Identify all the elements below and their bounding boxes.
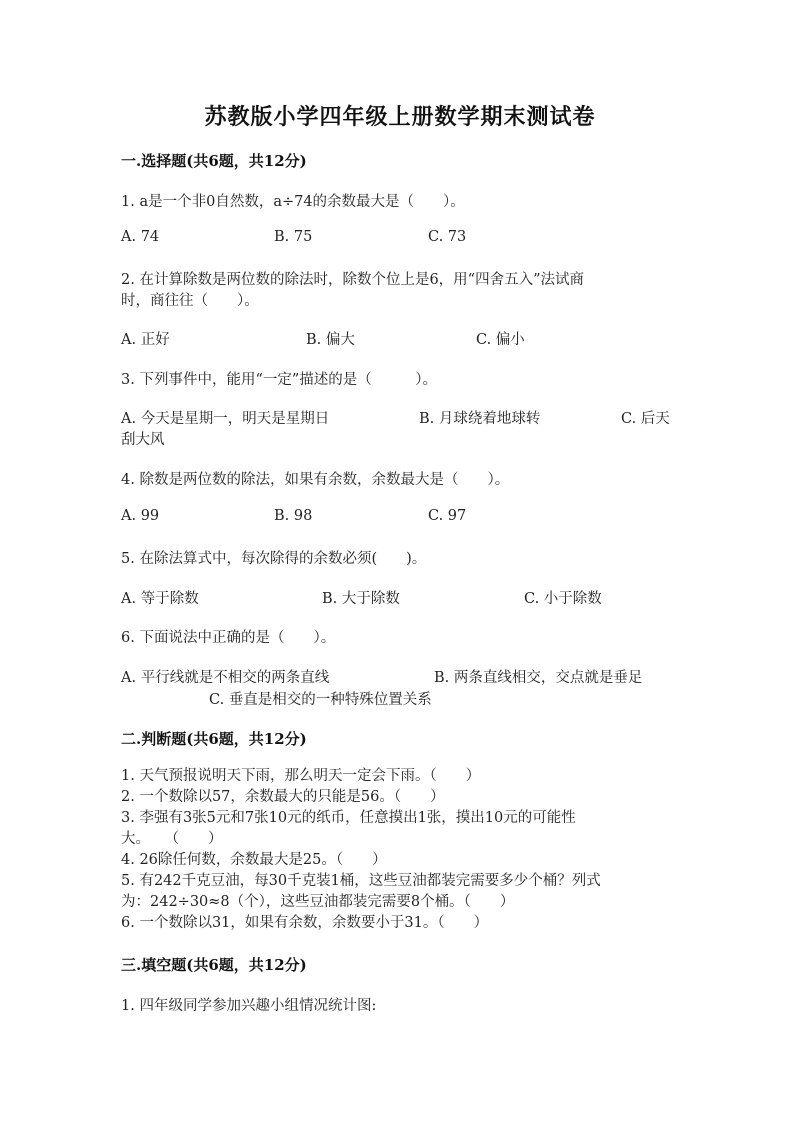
option-1-1-c: C. 73 (428, 229, 467, 245)
fill-question-1: 1. 四年级同学参加兴趣小组情况统计图: (121, 998, 377, 1014)
option-1-4-a: A. 99 (121, 508, 160, 524)
question-1-1: 1. a是一个非0自然数，a÷74的余数最大是（ ）。 (121, 194, 465, 210)
option-1-3-b: B. 月球绕着地球转 (419, 411, 541, 427)
question-1-4: 4. 除数是两位数的除法，如果有余数，余数最大是（ ）。 (121, 472, 510, 488)
option-1-4-c: C. 97 (428, 508, 467, 524)
judge-item-6: 6. 一个数除以31，如果有余数，余数要小于31。（ ） (121, 915, 489, 931)
page-title: 苏教版小学四年级上册数学期末测试卷 (204, 104, 596, 130)
judge-item-2: 2. 一个数除以57，余数最大的只能是56。（ ） (121, 789, 445, 805)
option-1-6-b: B. 两条直线相交，交点就是垂足 (434, 670, 643, 686)
question-1-5: 5. 在除法算式中，每次除得的余数必须( )。 (121, 551, 427, 567)
option-1-5-b: B. 大于除数 (322, 591, 400, 607)
section-2-heading: 二.判断题(共6题，共12分) (121, 730, 307, 748)
option-1-4-b: B. 98 (274, 508, 313, 524)
judge-item-3: 3. 李强有3张5元和7张10元的纸币，任意摸出1张，摸出10元的可能性 (121, 810, 576, 826)
option-1-3-c-cont: 刮大风 (121, 432, 165, 448)
question-1-2-line1: 2. 在计算除数是两位数的除法时，除数个位上是6，用“四舍五入”法试商 (121, 272, 584, 288)
judge-item-3-cont: 大。 （ ） (121, 831, 223, 847)
judge-item-1: 1. 天气预报说明天下雨，那么明天一定会下雨。（ ） (121, 768, 481, 784)
option-1-1-a: A. 74 (121, 229, 160, 245)
question-1-6: 6. 下面说法中正确的是（ ）。 (121, 630, 336, 646)
option-1-2-a: A. 正好 (121, 332, 170, 348)
judge-item-5: 5. 有242千克豆油，每30千克装1桶，这些豆油都装完需要多少个桶？列式 (121, 873, 601, 889)
section-1-heading: 一.选择题(共6题，共12分) (121, 152, 307, 170)
option-1-3-c: C. 后天 (621, 411, 670, 427)
question-1-3: 3. 下列事件中，能用“一定”描述的是（ ）。 (121, 372, 438, 388)
judge-item-5-cont: 为：242÷30≈8（个），这些豆油都装完需要8个桶。（ ） (121, 894, 515, 910)
option-1-6-a: A. 平行线就是不相交的两条直线 (121, 670, 330, 686)
option-1-6-c: C. 垂直是相交的一种特殊位置关系 (209, 692, 432, 708)
option-1-5-c: C. 小于除数 (524, 591, 602, 607)
option-1-3-a: A. 今天是星期一，明天是星期日 (121, 411, 330, 427)
judge-item-4: 4. 26除任何数，余数最大是25。（ ） (121, 852, 387, 868)
section-3-heading: 三.填空题(共6题，共12分) (121, 956, 307, 974)
option-1-2-b: B. 偏大 (306, 332, 355, 348)
option-1-1-b: B. 75 (274, 229, 313, 245)
option-1-2-c: C. 偏小 (476, 332, 525, 348)
question-1-2-line2: 时，商往往（ ）。 (121, 293, 259, 309)
option-1-5-a: A. 等于除数 (121, 591, 199, 607)
